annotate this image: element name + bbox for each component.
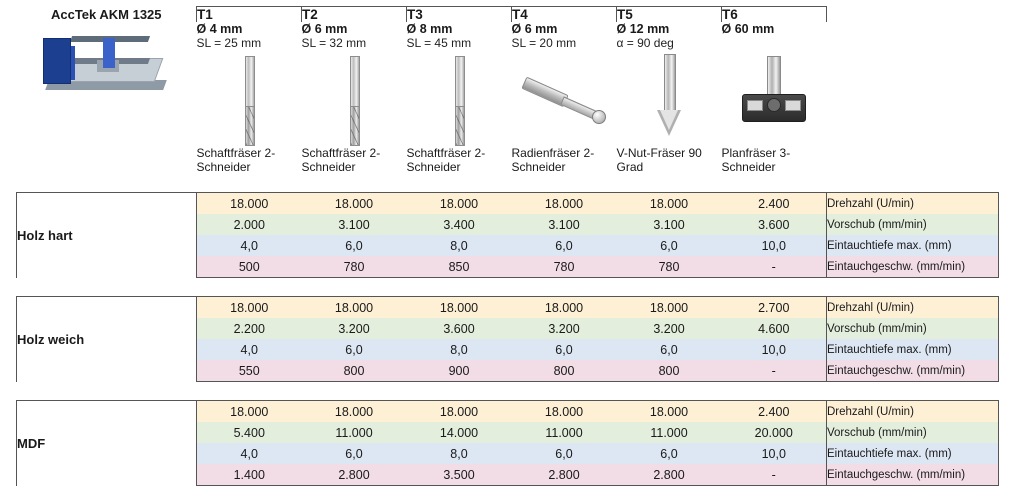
- value-cell: 2.800: [617, 464, 722, 486]
- main-table: [16, 6, 999, 486]
- tool-description-T6: Planfräser 3-Schneider: [721, 146, 791, 174]
- tool-description-T5: V-Nut-Fräser 90 Grad: [616, 146, 702, 174]
- value-cell: 780: [512, 256, 617, 278]
- header-spacer: [827, 7, 999, 175]
- value-cell: 18.000: [617, 193, 722, 215]
- tool-description-T2: Schaftfräser 2-Schneider: [301, 146, 381, 174]
- tool-description-T3: Schaftfräser 2-Schneider: [406, 146, 486, 174]
- value-cell: 18.000: [302, 401, 407, 423]
- value-cell: 780: [302, 256, 407, 278]
- value-cell: 6,0: [345, 238, 363, 253]
- value-cell: 2.400: [722, 401, 827, 423]
- value-cell: 18.000: [407, 401, 512, 423]
- value-cell: 18.000: [302, 297, 407, 319]
- value-cell: 18.000: [197, 193, 302, 215]
- value-cell: 18.000: [617, 401, 722, 423]
- value-cell: 18.000: [197, 297, 302, 319]
- value-cell: 8,0: [450, 238, 468, 253]
- parameter-label: Eintauchgeschw. (mm/min): [827, 360, 999, 382]
- value-cell: 20.000: [722, 422, 827, 443]
- parameter-label: Eintauchgeschw. (mm/min): [827, 464, 999, 486]
- value-cell: 8,0: [450, 446, 468, 461]
- value-cell: 2.200: [197, 318, 302, 339]
- value-cell: 18.000: [197, 401, 302, 423]
- value-cell: 3.400: [443, 217, 475, 232]
- material-label-1: Holz weich: [17, 297, 197, 382]
- tool-diameter-T5: Ø 12 mm: [616, 22, 670, 36]
- value-cell: 18.000: [512, 297, 617, 319]
- value-cell: 3.100: [338, 217, 370, 232]
- value-cell: -: [722, 256, 827, 278]
- tool-name-T1: T1: [197, 7, 302, 23]
- parameter-label: Vorschub (mm/min): [827, 214, 999, 235]
- value-cell: 3.200: [653, 321, 685, 336]
- value-cell: 4,0: [197, 443, 302, 464]
- tool-name-T6: T6: [722, 7, 827, 23]
- value-cell: 11.000: [650, 425, 688, 440]
- tool-image-T3: [407, 50, 512, 146]
- tool-description-T1: Schaftfräser 2-Schneider: [196, 146, 276, 174]
- value-cell: 18.000: [407, 297, 512, 319]
- value-cell: 4.600: [722, 318, 827, 339]
- value-cell: 8,0: [450, 342, 468, 357]
- value-cell: 800: [512, 360, 617, 382]
- value-cell: 800: [617, 360, 722, 382]
- value-cell: 3.600: [443, 321, 475, 336]
- value-cell: 11.000: [545, 425, 583, 440]
- value-cell: 6,0: [345, 342, 363, 357]
- tool-image-T1: [197, 50, 302, 146]
- value-cell: 10,0: [722, 443, 827, 464]
- tool-diameter-T6: Ø 60 mm: [721, 22, 775, 36]
- tool-image-T2: [302, 50, 407, 146]
- value-cell: 2.000: [197, 214, 302, 235]
- value-cell: 3.500: [407, 464, 512, 486]
- value-cell: 2.400: [722, 193, 827, 215]
- parameter-label: Drehzahl (U/min): [827, 401, 999, 423]
- group-gap: [17, 382, 999, 401]
- value-cell: 1.400: [197, 464, 302, 486]
- value-cell: 10,0: [722, 235, 827, 256]
- tool-image-T5: [617, 50, 722, 146]
- value-cell: 3.600: [722, 214, 827, 235]
- table-body: [17, 7, 999, 486]
- value-cell: 6,0: [555, 446, 573, 461]
- tool-diameter-T1: Ø 4 mm: [196, 22, 243, 36]
- tool-name-T2: T2: [302, 7, 407, 23]
- value-cell: 850: [407, 256, 512, 278]
- brand-text: AccTek AKM 1325: [50, 6, 162, 22]
- tool-length-T3: SL = 45 mm: [406, 36, 472, 50]
- value-cell: 6,0: [660, 342, 678, 357]
- tool-image-T4: [512, 50, 617, 146]
- parameter-label: Drehzahl (U/min): [827, 193, 999, 215]
- value-cell: 3.100: [653, 217, 685, 232]
- value-cell: 11.000: [335, 425, 373, 440]
- value-cell: 2.800: [512, 464, 617, 486]
- value-cell: 4,0: [197, 235, 302, 256]
- material-label-2: MDF: [17, 401, 197, 486]
- value-cell: 18.000: [407, 193, 512, 215]
- value-cell: 3.200: [338, 321, 370, 336]
- value-cell: 780: [617, 256, 722, 278]
- value-cell: 900: [407, 360, 512, 382]
- parameter-label: Vorschub (mm/min): [827, 318, 999, 339]
- value-cell: 6,0: [555, 238, 573, 253]
- material-label-0: Holz hart: [17, 193, 197, 278]
- value-cell: 6,0: [660, 238, 678, 253]
- value-cell: 6,0: [555, 342, 573, 357]
- tool-name-T3: T3: [407, 7, 512, 23]
- value-cell: 6,0: [345, 446, 363, 461]
- tool-name-T4: T4: [512, 7, 617, 23]
- tool-image-T6: [722, 50, 827, 146]
- tool-diameter-T2: Ø 6 mm: [301, 22, 348, 36]
- value-cell: 18.000: [617, 297, 722, 319]
- value-cell: 3.200: [548, 321, 580, 336]
- machine-icon: [17, 32, 197, 94]
- value-cell: 18.000: [302, 193, 407, 215]
- brand-label: [17, 7, 197, 175]
- tool-length-T4: SL = 20 mm: [511, 36, 577, 50]
- tool-length-T2: SL = 32 mm: [301, 36, 367, 50]
- header-data-gap: [17, 174, 999, 193]
- parameter-label: Eintauchgeschw. (mm/min): [827, 256, 999, 278]
- value-cell: 2.800: [302, 464, 407, 486]
- value-cell: 5.400: [197, 422, 302, 443]
- value-cell: 18.000: [512, 193, 617, 215]
- value-cell: 550: [197, 360, 302, 382]
- value-cell: -: [722, 464, 827, 486]
- parameter-label: Eintauchtiefe max. (mm): [827, 339, 999, 360]
- group-gap: [17, 278, 999, 297]
- tool-length-T5: α = 90 deg: [616, 36, 674, 50]
- value-cell: -: [722, 360, 827, 382]
- value-cell: 10,0: [722, 339, 827, 360]
- value-cell: 2.700: [722, 297, 827, 319]
- parameter-label: Eintauchtiefe max. (mm): [827, 235, 999, 256]
- value-cell: 3.100: [548, 217, 580, 232]
- value-cell: 18.000: [512, 401, 617, 423]
- tool-length-T6: [722, 36, 827, 50]
- value-cell: 500: [197, 256, 302, 278]
- value-cell: 14.000: [439, 425, 479, 440]
- tool-diameter-T4: Ø 6 mm: [511, 22, 558, 36]
- value-cell: 800: [302, 360, 407, 382]
- tool-name-T5: T5: [617, 7, 722, 23]
- value-cell: 4,0: [197, 339, 302, 360]
- parameter-label: Drehzahl (U/min): [827, 297, 999, 319]
- tool-length-T1: SL = 25 mm: [196, 36, 262, 50]
- tool-diameter-T3: Ø 8 mm: [406, 22, 453, 36]
- parameter-label: Eintauchtiefe max. (mm): [827, 443, 999, 464]
- tool-description-T4: Radienfräser 2-Schneider: [511, 146, 595, 174]
- parameter-label: Vorschub (mm/min): [827, 422, 999, 443]
- value-cell: 6,0: [660, 446, 678, 461]
